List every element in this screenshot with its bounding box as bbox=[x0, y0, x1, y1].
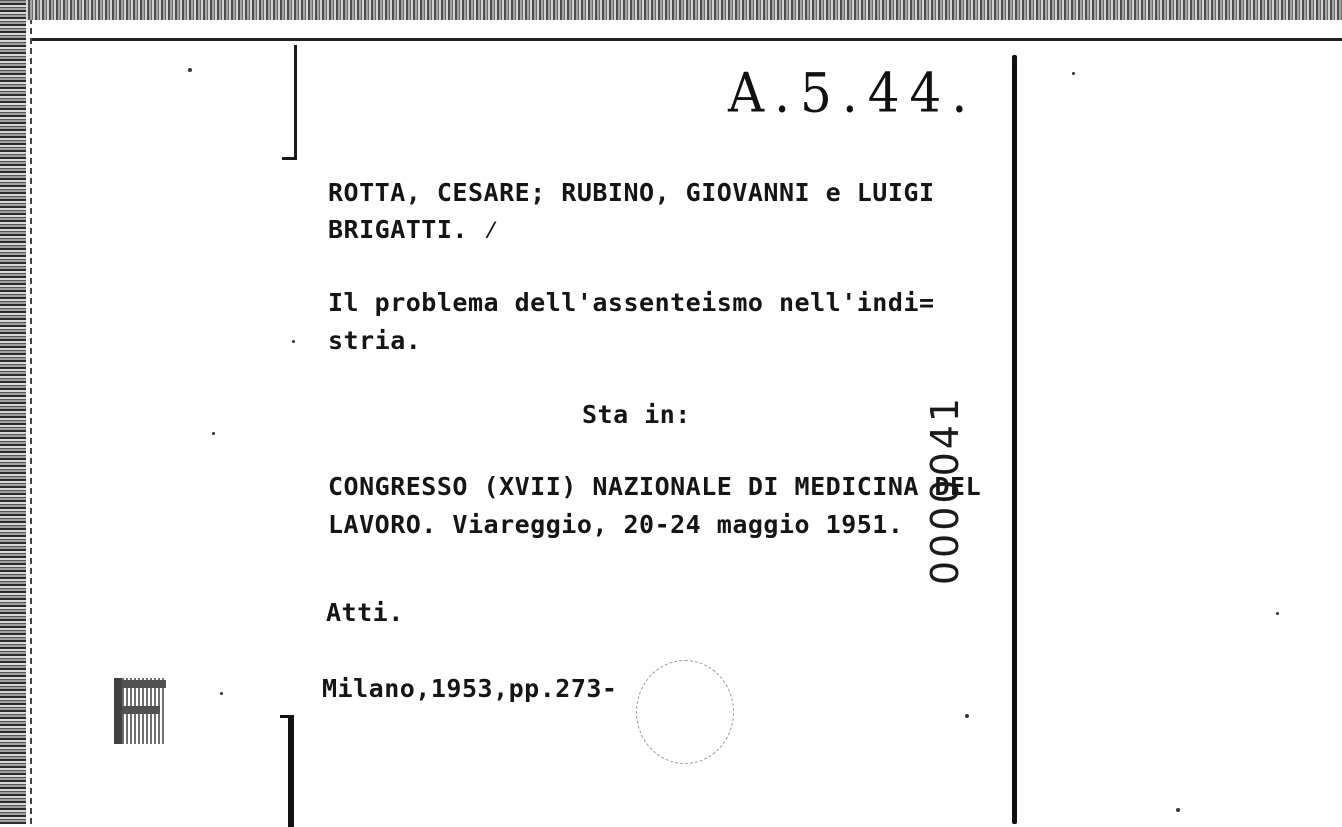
bracket-mark-top bbox=[282, 45, 297, 160]
title-line-2: stria. bbox=[328, 326, 422, 355]
handwritten-reference: A.5.44. bbox=[728, 61, 978, 125]
source-line-2: LAVORO. Viareggio, 20-24 maggio 1951. bbox=[328, 510, 904, 539]
card-top-edge bbox=[30, 38, 1342, 41]
source-line-1: CONGRESSO (XVII) NAZIONALE DI MEDICINA DEL bbox=[328, 472, 982, 501]
scan-top-border bbox=[0, 0, 1342, 20]
card-left-edge bbox=[30, 20, 32, 824]
series-label: Atti. bbox=[326, 598, 404, 627]
authors-line-2: BRIGATTI. ⁄ bbox=[328, 215, 500, 244]
speck bbox=[1176, 808, 1180, 812]
card-right-edge bbox=[1012, 55, 1017, 824]
bracket-mark-bottom bbox=[280, 715, 294, 827]
margin-mark bbox=[114, 678, 166, 744]
speck bbox=[212, 432, 215, 435]
title-line-1: Il problema dell'assenteismo nell'indi= bbox=[328, 288, 935, 317]
speck bbox=[220, 692, 223, 695]
authors-line-1: ROTTA, CESARE; RUBINO, GIOVANNI e LUIGI bbox=[328, 178, 935, 207]
in-label: Sta in: bbox=[582, 400, 691, 429]
speck bbox=[188, 68, 192, 72]
inventory-stamp: 0000041 bbox=[923, 394, 967, 586]
imprint-line: Milano,1953,pp.273- bbox=[322, 674, 618, 703]
speck bbox=[1072, 72, 1075, 75]
circle-mark bbox=[636, 660, 734, 764]
speck bbox=[292, 340, 295, 343]
scan-left-border bbox=[0, 0, 26, 824]
speck bbox=[965, 714, 969, 718]
speck bbox=[1276, 612, 1279, 615]
